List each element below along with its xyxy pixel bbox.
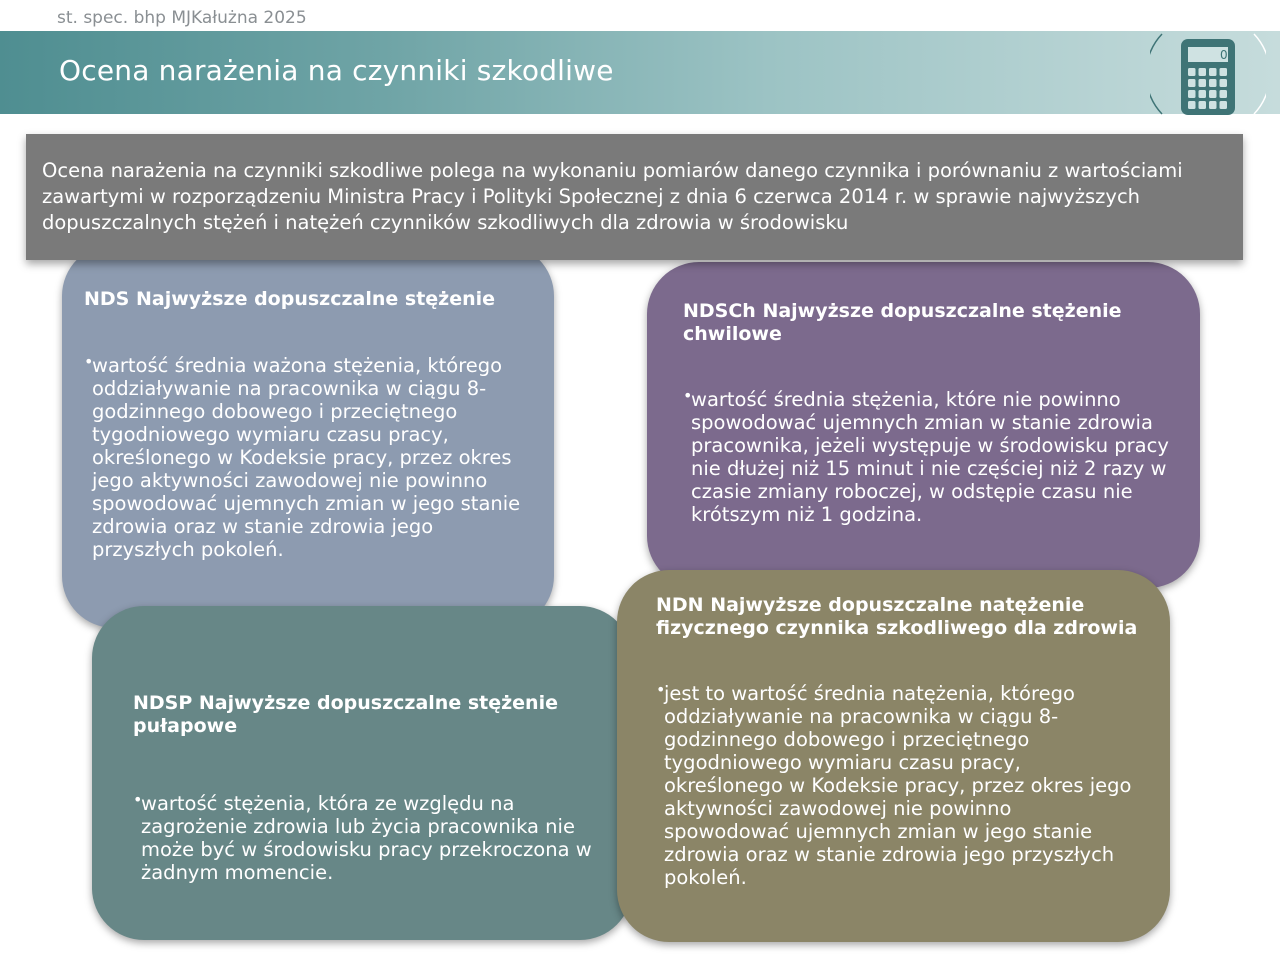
intro-text: Ocena narażenia na czynniki szkodliwe polega na wykonaniu pomiarów danego czynnika i porównaniu z wartościami zawartymi w rozporządzeniu Ministra Pracy i Polityki Społecznej z dnia 6 czerwca 2014 r. w sprawie najwyższych dopuszczalnych stężeń i natężeń czynników szkodliwych dla zdrowia w środowisku — [42, 159, 1183, 234]
calculator-key — [1220, 79, 1228, 87]
bullet-dot: • — [133, 790, 143, 809]
calculator-key — [1188, 79, 1196, 87]
card-title: NDN Najwyższe dopuszczalne natężenie fizycznego czynnika szkodliwego dla zdrowia — [656, 594, 1138, 639]
card-title: NDS Najwyższe dopuszczalne stężenie — [84, 288, 496, 310]
calculator-display: 0 — [1220, 48, 1228, 62]
calculator-key — [1199, 68, 1207, 76]
card-nds — [62, 244, 554, 628]
calculator-key — [1209, 90, 1217, 98]
calculator-icon — [1150, 28, 1266, 120]
card-text: wartość stężenia, która ze względu na zagrożenie zdrowia lub życia pracownika nie może być w środowisku pracy przekroczona w żadnym momencie. — [141, 792, 592, 884]
calculator-key — [1220, 68, 1228, 76]
intro-box — [26, 134, 1243, 260]
bullet-dot: • — [683, 386, 693, 405]
page-title: Ocena narażenia na czynniki szkodliwe — [59, 54, 614, 87]
calculator-key — [1199, 101, 1207, 109]
calculator-key — [1209, 101, 1217, 109]
author-label: st. spec. bhp MJKałużna 2025 — [57, 8, 307, 28]
card-text: wartość średnia stężenia, które nie powinno spowodować ujemnych zmian w stanie zdrowia pracownika, jeżeli występuje w środowisku pracy nie dłużej niż 15 minut i nie częściej niż 2 razy w czasie zmiany roboczej, w odstępie czasu nie krótszym niż 1 godzina. — [691, 388, 1169, 526]
card-title: NDSP Najwyższe dopuszczalne stężenie pułapowe — [133, 692, 558, 737]
card-bullet — [84, 354, 534, 561]
calculator-key — [1220, 90, 1228, 98]
card-ndn — [617, 570, 1170, 942]
calculator-key — [1188, 101, 1196, 109]
card-ndsp — [92, 606, 632, 940]
calculator-key — [1188, 90, 1196, 98]
card-ndsch — [647, 262, 1200, 588]
calculator-key — [1220, 101, 1228, 109]
card-text: jest to wartość średnia natężenia, którego oddziaływanie na pracownika w ciągu 8-godzinnego dobowego i przeciętnego tygodniowego wymiaru czasu pracy, określonego w Kodeksie pracy, przez okres jego aktywności zawodowej nie powinno spowodować ujemnych zmian w jego stanie zdrowia oraz w stanie zdrowia jego przyszłych pokoleń. — [664, 682, 1132, 889]
card-bullet — [683, 388, 1170, 526]
calculator-key — [1199, 90, 1207, 98]
bullet-dot: • — [84, 352, 94, 371]
calculator-key — [1199, 79, 1207, 87]
calculator-key — [1188, 68, 1196, 76]
calculator-key — [1209, 79, 1217, 87]
calculator-key — [1209, 68, 1217, 76]
card-title: NDSCh Najwyższe dopuszczalne stężenie chwilowe — [683, 300, 1122, 345]
card-bullet — [656, 682, 1140, 889]
bullet-dot: • — [656, 680, 666, 699]
card-text: wartość średnia ważona stężenia, którego oddziaływanie na pracownika w ciągu 8-godzinnego dobowego i przeciętnego tygodniowego wymiaru czasu pracy, określonego w Kodeksie pracy, przez okres jego aktywności zawodowej nie powinno spowodować ujemnych zmian w jego stanie zdrowia oraz w stanie zdrowia jego przyszłych pokoleń. — [92, 354, 521, 561]
card-bullet — [133, 792, 602, 884]
